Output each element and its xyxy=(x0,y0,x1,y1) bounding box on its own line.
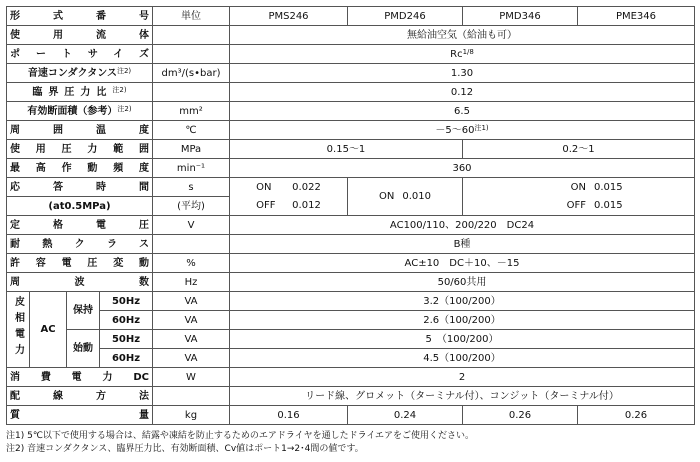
response-pmd246 xyxy=(348,178,463,216)
value-mass-pms246: 0.16 xyxy=(230,406,348,425)
unit-wiring xyxy=(153,387,230,406)
value-voltage: AC100/110、200/220 DC24 xyxy=(230,216,695,235)
row-dc xyxy=(7,368,695,387)
row-wiring xyxy=(7,387,695,406)
unit-power-start-60: VA xyxy=(153,349,230,368)
value-power-hold-50: 3.2（100/200） xyxy=(230,292,695,311)
row-area xyxy=(7,102,695,121)
value-pressure-a: 0.15～1 xyxy=(230,140,463,159)
response-pms-off-value: 0.012 xyxy=(292,200,321,212)
value-mass-pme346: 0.26 xyxy=(578,406,695,425)
label-sonic-note: 注2) xyxy=(116,66,132,75)
model-pme346: PME346 xyxy=(578,7,695,26)
row-port xyxy=(7,45,695,64)
label-response: 応答時間 xyxy=(7,178,153,197)
label-power-start-50hz: 50Hz xyxy=(100,330,153,349)
row-fluid xyxy=(7,26,695,45)
response-pms-on-value: 0.022 xyxy=(292,181,321,193)
label-heat: 耐熱クラス xyxy=(7,235,153,254)
port-rc: Rc xyxy=(450,48,463,60)
row-response-1 xyxy=(7,178,695,197)
row-heat xyxy=(7,235,695,254)
row-pressure xyxy=(7,140,695,159)
value-dc: 2 xyxy=(230,368,695,387)
label-area-text: 有効断面積（参考） xyxy=(27,105,118,117)
value-cycle: 50/60共用 xyxy=(230,273,695,292)
value-temp xyxy=(230,121,695,140)
value-fluid: 無給油空気（給油も可） xyxy=(230,26,695,45)
unit-pressure: MPa xyxy=(153,140,230,159)
row-tolerance xyxy=(7,254,695,273)
temp-note: 注1) xyxy=(474,123,489,132)
row-power-hold-50 xyxy=(7,292,695,311)
spec-sheet xyxy=(6,6,694,456)
label-power-hold-60hz: 60Hz xyxy=(100,311,153,330)
label-response-sub: (at0.5MPa) xyxy=(7,197,153,216)
row-critical xyxy=(7,83,695,102)
footnote-2: 注2) 音速コンダクタンス、臨界圧力比、有効断面積、Cv値はポート1→2･4間の値です。 xyxy=(6,444,364,454)
value-wiring: リード線、グロメット（ターミナル付）、コンジット（ターミナル付） xyxy=(230,387,695,406)
unit-heat xyxy=(153,235,230,254)
label-pressure: 使用圧力範囲 xyxy=(7,140,153,159)
model-pms246: PMS246 xyxy=(230,7,348,26)
value-pressure-b: 0.2～1 xyxy=(463,140,695,159)
value-mass-pmd246: 0.24 xyxy=(348,406,463,425)
label-fluid: 使用流体 xyxy=(7,26,153,45)
value-critical: 0.12 xyxy=(230,83,695,102)
port-fraction: 1/8 xyxy=(462,47,474,56)
label-freq: 最高作動頻度 xyxy=(7,159,153,178)
row-power-hold-60 xyxy=(7,311,695,330)
model-pmd346: PMD346 xyxy=(463,7,578,26)
unit-area: mm² xyxy=(153,102,230,121)
label-area-note: 注2) xyxy=(117,104,132,113)
row-freq xyxy=(7,159,695,178)
unit-voltage: V xyxy=(153,216,230,235)
value-port xyxy=(230,45,695,64)
label-critical xyxy=(7,83,153,102)
label-power-start-60hz: 60Hz xyxy=(100,349,153,368)
unit-response-sub: (平均) xyxy=(153,197,230,216)
label-port: ポートサイズ xyxy=(7,45,153,64)
unit-freq: min⁻¹ xyxy=(153,159,230,178)
unit-sonic: dm³/(s•bar) xyxy=(153,64,230,83)
response-right-on-label: ON xyxy=(570,181,586,193)
response-right-on xyxy=(463,178,695,197)
footnote-1: 注1) 5℃以下で使用する場合は、結露や凍結を防止するためのエアドライヤを通したドライエアをご使用ください。 xyxy=(6,431,475,441)
unit-temp: ℃ xyxy=(153,121,230,140)
unit-response: s xyxy=(153,178,230,197)
row-voltage xyxy=(7,216,695,235)
response-right-off xyxy=(463,197,695,216)
unit-cycle: Hz xyxy=(153,273,230,292)
label-power xyxy=(7,292,30,368)
model-pmd246: PMD246 xyxy=(348,7,463,26)
response-right-off-label: OFF xyxy=(566,200,586,212)
label-power-text: 皮相電力 xyxy=(12,296,24,360)
value-tolerance: AC±10 DC＋10、－15 xyxy=(230,254,695,273)
value-freq: 360 xyxy=(230,159,695,178)
response-pmd246-on-value: 0.010 xyxy=(402,191,431,202)
response-pmd246-on-label: ON xyxy=(379,191,395,202)
row-power-start-60 xyxy=(7,349,695,368)
label-power-start: 始動 xyxy=(67,330,100,368)
unit-tolerance: % xyxy=(153,254,230,273)
label-power-hold-50hz: 50Hz xyxy=(100,292,153,311)
unit-power-hold-50: VA xyxy=(153,292,230,311)
label-sonic-text: 音速コンダクタンス xyxy=(27,67,117,79)
label-mass: 質量 xyxy=(7,406,153,425)
footnotes xyxy=(6,430,694,456)
label-wiring: 配線方法 xyxy=(7,387,153,406)
value-power-start-60: 4.5（100/200） xyxy=(230,349,695,368)
row-power-start-50 xyxy=(7,330,695,349)
label-dc: 消費電力DC xyxy=(7,368,153,387)
row-temp xyxy=(7,121,695,140)
value-power-start-50: 5 （100/200） xyxy=(230,330,695,349)
unit-dc: W xyxy=(153,368,230,387)
label-power-hold: 保持 xyxy=(67,292,100,330)
unit-fluid xyxy=(153,26,230,45)
label-tolerance: 許容電圧変動 xyxy=(7,254,153,273)
temp-value: －5～60 xyxy=(435,124,475,136)
label-critical-note: 注2) xyxy=(112,85,127,94)
response-right-off-value: 0.015 xyxy=(594,200,623,212)
row-mass xyxy=(7,406,695,425)
response-right-on-value: 0.015 xyxy=(594,181,623,193)
unit-power-start-50: VA xyxy=(153,330,230,349)
unit-critical xyxy=(153,83,230,102)
value-heat: B種 xyxy=(230,235,695,254)
response-pms-on xyxy=(230,178,348,197)
value-sonic: 1.30 xyxy=(230,64,695,83)
header-row xyxy=(7,7,695,26)
unit-mass: kg xyxy=(153,406,230,425)
response-pms-off-label: OFF xyxy=(256,200,276,212)
spec-table xyxy=(6,6,695,425)
response-pms-off xyxy=(230,197,348,216)
label-voltage: 定格電圧 xyxy=(7,216,153,235)
label-power-ac: AC xyxy=(30,292,67,368)
label-temp: 周囲温度 xyxy=(7,121,153,140)
unit-power-hold-60: VA xyxy=(153,311,230,330)
row-sonic xyxy=(7,64,695,83)
header-unit: 単位 xyxy=(153,7,230,26)
header-label: 形式番号 xyxy=(7,7,153,26)
row-cycle xyxy=(7,273,695,292)
label-cycle: 周波数 xyxy=(7,273,153,292)
value-mass-pmd346: 0.26 xyxy=(463,406,578,425)
unit-port xyxy=(153,45,230,64)
label-area xyxy=(7,102,153,121)
label-sonic xyxy=(7,64,153,83)
label-critical-text: 臨界圧力比 xyxy=(32,86,113,98)
value-area: 6.5 xyxy=(230,102,695,121)
response-pms-on-label: ON xyxy=(256,181,272,193)
value-power-hold-60: 2.6（100/200） xyxy=(230,311,695,330)
